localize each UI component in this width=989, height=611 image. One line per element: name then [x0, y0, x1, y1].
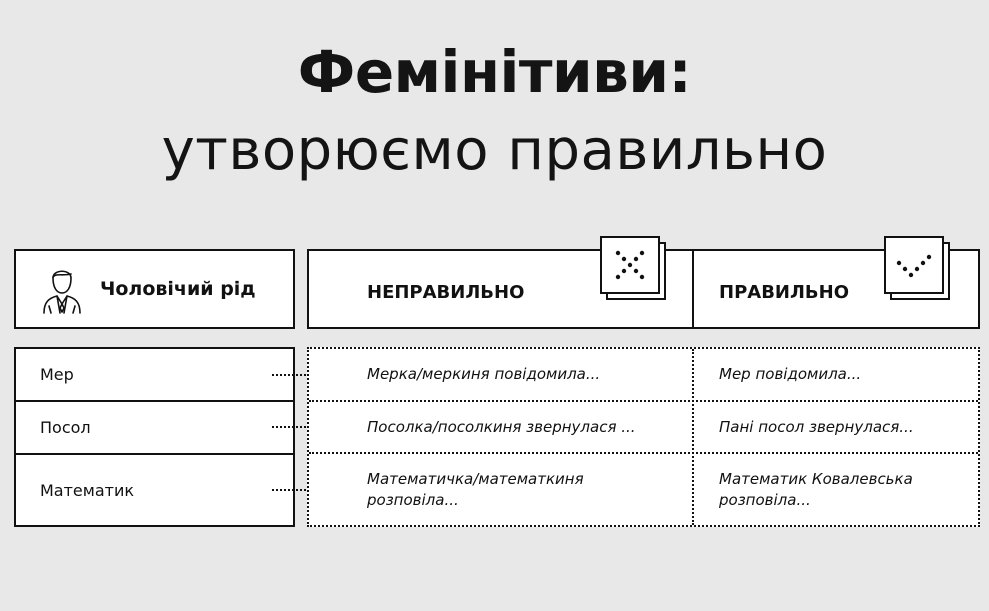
right-badge [884, 236, 948, 298]
masculine-label: Чоловічий рід [100, 278, 256, 300]
cross-icon [615, 250, 645, 280]
examples-table [307, 347, 980, 527]
word-label: Математик [40, 480, 135, 500]
man-avatar-icon [40, 264, 84, 314]
right-example: Мер повідомила... [719, 365, 862, 383]
word-row [16, 402, 293, 453]
wrong-badge [600, 236, 664, 298]
right-example: Пані посол звернулася... [719, 417, 914, 436]
word-label: Мер [40, 365, 74, 384]
word-label: Посол [40, 418, 91, 437]
wrong-label: НЕПРАВИЛЬНО [367, 282, 525, 303]
title-line-2: утворюємо правильно [161, 118, 828, 183]
check-icon [896, 252, 932, 278]
right-label: ПРАВИЛЬНО [719, 282, 850, 303]
masculine-header [14, 249, 295, 329]
wrong-example: Математичка/математкиня розповіла... [367, 470, 584, 509]
word-row [16, 455, 293, 525]
header-divider [692, 251, 694, 327]
masculine-words-list [14, 347, 295, 527]
word-row [16, 349, 293, 400]
right-example: Математик Ковалевська розповіла... [719, 470, 913, 509]
wrong-example: Посолка/посолкиня звернулася ... [367, 417, 636, 436]
title-line-1: Фемінітиви: [297, 38, 692, 106]
wrong-example: Мерка/меркиня повідомила... [367, 365, 601, 383]
